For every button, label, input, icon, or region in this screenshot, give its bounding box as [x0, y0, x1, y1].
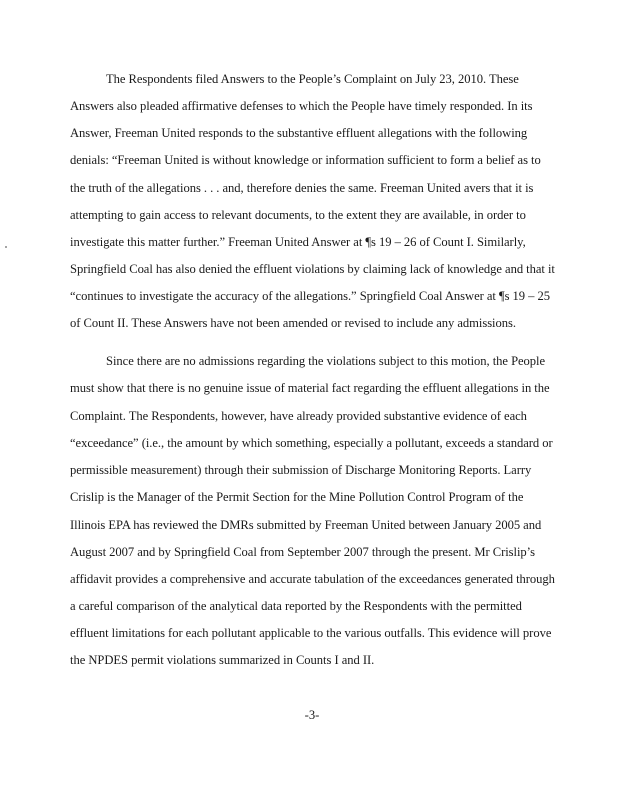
- page-number: -3-: [304, 708, 320, 722]
- text-line: permissible measurement) through their submission of Discharge Monitoring Reports. Larry: [70, 463, 532, 477]
- text-line: Answer, Freeman United responds to the substantive effluent allegations with the following: [70, 126, 528, 140]
- text-line: the truth of the allegations . . . and, therefore denies the same. Freeman United avers that it is: [70, 181, 534, 195]
- text-line: affidavit provides a comprehensive and accurate tabulation of the exceedances generated through: [70, 572, 555, 586]
- scan-speck: [5, 246, 7, 248]
- text-line: Answers also pleaded affirmative defenses to which the People have timely responded. In its: [70, 99, 533, 113]
- text-line: Springfield Coal has also denied the effluent violations by claiming lack of knowledge and that it: [70, 262, 555, 276]
- text-line: of Count II. These Answers have not been amended or revised to include any admissions.: [70, 316, 516, 330]
- text-line: The Respondents filed Answers to the People’s Complaint on July 23, 2010. These: [106, 72, 519, 86]
- text-line: the NPDES permit violations summarized in Counts I and II.: [70, 653, 375, 667]
- text-line: attempting to gain access to relevant documents, to the extent they are available, in order to: [70, 208, 526, 222]
- text-line: effluent limitations for each pollutant applicable to the various outfalls. This evidence will prove: [70, 626, 552, 640]
- text-line: investigate this matter further.” Freeman United Answer at ¶s 19 – 26 of Count I. Similarly,: [70, 235, 526, 249]
- text-line: denials: “Freeman United is without knowledge or information sufficient to form a belief as to: [70, 153, 541, 167]
- text-line: Since there are no admissions regarding the violations subject to this motion, the People: [106, 354, 546, 368]
- text-line: Crislip is the Manager of the Permit Section for the Mine Pollution Control Program of the: [70, 490, 524, 504]
- text-line: Illinois EPA has reviewed the DMRs submitted by Freeman United between January 2005 and: [70, 518, 542, 532]
- text-line: August 2007 and by Springfield Coal from September 2007 through the present. Mr Crislip’s: [70, 545, 535, 559]
- text-line: “continues to investigate the accuracy of the allegations.” Springfield Coal Answer at ¶s 19 – 25: [70, 289, 550, 303]
- text-line: Complaint. The Respondents, however, have already provided substantive evidence of each: [70, 409, 527, 423]
- text-line: must show that there is no genuine issue of material fact regarding the effluent allegations in the: [70, 381, 550, 395]
- text-line: “exceedance” (i.e., the amount by which something, especially a pollutant, exceeds a standard or: [70, 436, 553, 450]
- text-line: a careful comparison of the analytical data reported by the Respondents with the permitted: [70, 599, 522, 613]
